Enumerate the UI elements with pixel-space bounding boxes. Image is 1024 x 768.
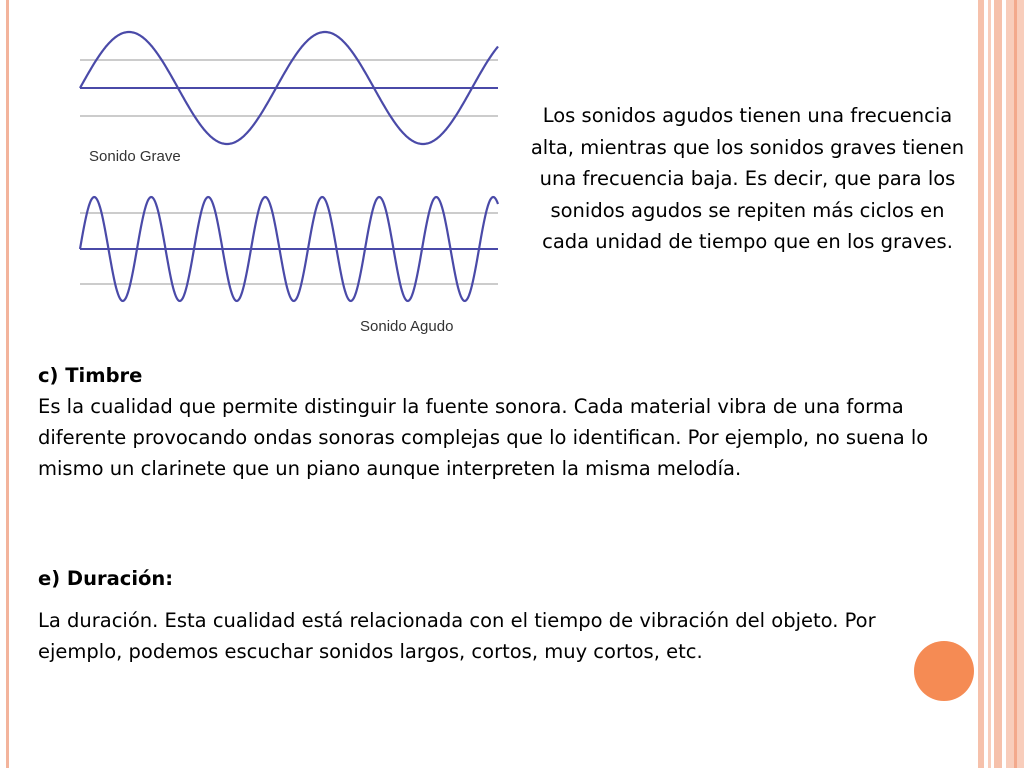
left-decor-stripe: [6, 0, 9, 768]
right-decor-stripe: [988, 0, 991, 768]
decorative-orange-circle: [914, 641, 974, 701]
frequency-explanation: Los sonidos agudos tienen una frecuencia alta, mientras que los sonidos graves tienen una frecuencia baja. Es decir, que para los sonidos agudos se repiten más ciclos en cada unidad de tiempo que en los graves.: [530, 104, 965, 253]
agudo-caption: Sonido Agudo: [360, 318, 454, 335]
timbre-heading: c) Timbre: [38, 364, 143, 387]
wave-figure: [70, 18, 510, 348]
duracion-paragraph: La duración. Esta cualidad está relacionada con el tiempo de vibración del objeto. Por ejemplo, podemos escuchar sonidos largos, cortos, muy cortos, etc.: [38, 609, 876, 663]
grave-caption: Sonido Grave: [89, 148, 181, 165]
wave-diagram: [70, 18, 510, 348]
right-decor-stripe: [1014, 0, 1017, 768]
grid-lines: [80, 60, 498, 284]
right-decor-stripe: [978, 0, 984, 768]
right-decor-stripe: [994, 0, 1002, 768]
timbre-paragraph: Es la cualidad que permite distinguir la fuente sonora. Cada material vibra de una forma diferente provocando ondas sonoras complejas que lo identifican. Por ejemplo, no suena lo mismo un clarinete que un piano aunque interpreten la misma melodía.: [38, 395, 929, 480]
duracion-heading: e) Duración:: [38, 567, 174, 590]
